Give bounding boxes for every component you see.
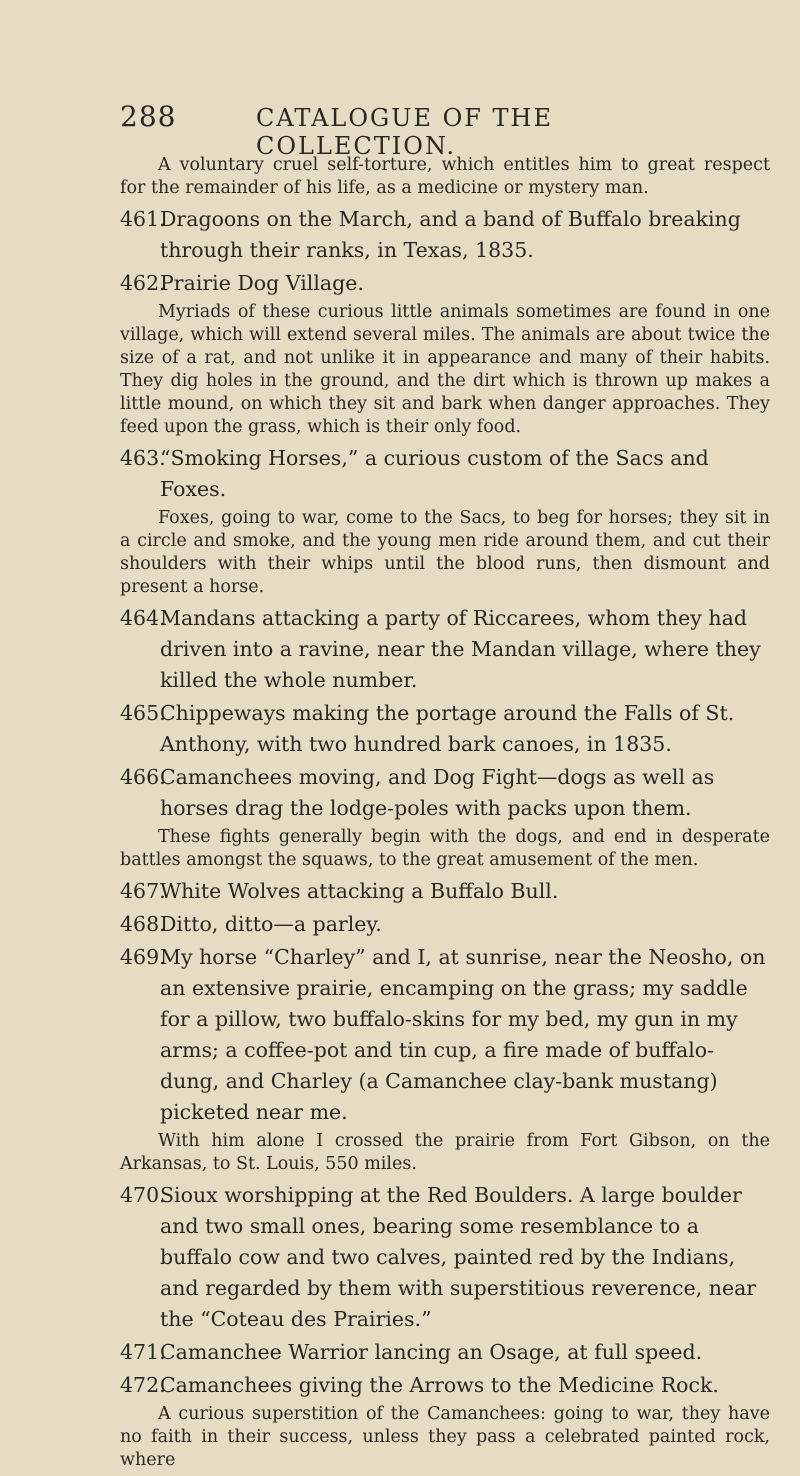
catalogue-entry [120, 204, 770, 266]
entry-title: “Smoking Horses,” a curious custom of the Sacs and Foxes. [160, 446, 709, 501]
entry-heading [120, 698, 770, 760]
entry-heading [120, 1180, 770, 1335]
entry-number: 468. [120, 912, 166, 936]
entry-description: With him alone I crossed the prairie from Fort Gibson, on the Arkansas, to St. Louis, 550 miles. [120, 1131, 770, 1174]
catalogue-text [120, 154, 770, 1476]
entry-heading [120, 443, 770, 505]
entry-number: 469. [120, 945, 166, 969]
entry-number: 462. [120, 271, 166, 295]
entry-description: Foxes, going to war, come to the Sacs, to beg for horses; they sit in a circle and smoke, and the young men ride around them, and cut their shoulders with their whips until the blood runs, then dismount and present a horse. [120, 508, 770, 597]
entry-title: Ditto, ditto—a parley. [160, 912, 382, 936]
entry-heading [120, 1337, 770, 1368]
entry-number: 470. [120, 1183, 166, 1207]
entry-number: 466. [120, 765, 166, 789]
page-header [120, 100, 760, 160]
entry-title: White Wolves attacking a Buffalo Bull. [160, 879, 559, 903]
lead-paragraph: A voluntary cruel self-torture, which entitles him to great respect for the remainder of his life, as a medicine or mystery man. [120, 155, 770, 198]
entry-heading [120, 1370, 770, 1401]
entry-title: My horse “Charley” and I, at sunrise, near the Neosho, on an extensive prairie, encamping on the grass; my saddle for a pillow, two buffalo-skins for my bed, my gun in my arms; a coffee-pot and tin cup, a fire made of buffalo-dung, and Charley (a Camanchee clay-bank mustang) picketed near me. [160, 945, 766, 1124]
entry-title: Camanchees giving the Arrows to the Medicine Rock. [160, 1373, 719, 1397]
entry-title: Prairie Dog Village. [160, 271, 364, 295]
entry-heading [120, 762, 770, 824]
entry-title: Sioux worshipping at the Red Boulders. A large boulder and two small ones, bearing some resemblance to a buffalo cow and two calves, painted red by the Indians, and regarded by them with superstitious reverence, near the “Coteau des Prairies.” [160, 1183, 757, 1331]
entry-number: 471. [120, 1340, 166, 1364]
entry-number: 464. [120, 606, 166, 630]
catalogue-entry [120, 762, 770, 872]
entry-number: 472. [120, 1373, 166, 1397]
catalogue-entry [120, 698, 770, 760]
running-title: CATALOGUE OF THE COLLECTION. [256, 104, 553, 160]
entry-heading [120, 909, 770, 940]
catalogue-entry [120, 876, 770, 907]
catalogue-entry [120, 603, 770, 696]
entry-heading [120, 876, 770, 907]
entry-description: A curious superstition of the Camanchees: going to war, they have no faith in their success, unless they pass a celebrated painted rock, where [120, 1404, 770, 1470]
entry-heading [120, 603, 770, 696]
page-number: 288 [120, 100, 177, 133]
catalogue-entry [120, 1370, 770, 1472]
catalogue-entry [120, 942, 770, 1176]
entry-description: Myriads of these curious little animals sometimes are found in one village, which will extend several miles. The animals are about twice the size of a rat, and not unlike it in appearance and many of their habits. They dig holes in the ground, and the dirt which is thrown up makes a little mound, on which they sit and bark when danger approaches. They feed upon the grass, which is their only food. [120, 302, 770, 437]
entry-number: 463. [120, 446, 166, 470]
entry-number: 465. [120, 701, 166, 725]
catalogue-entry [120, 1180, 770, 1335]
entry-title: Chippeways making the portage around the Falls of St. Anthony, with two hundred bark canoes, in 1835. [160, 701, 735, 756]
entry-heading [120, 204, 770, 266]
entry-list [120, 204, 770, 1472]
entry-number: 467. [120, 879, 166, 903]
entry-title: Camanchees moving, and Dog Fight—dogs as well as horses drag the lodge-poles with packs upon them. [160, 765, 715, 820]
catalogue-entry [120, 1337, 770, 1368]
entry-heading [120, 268, 770, 299]
entry-description: These fights generally begin with the dogs, and end in desperate battles amongst the squaws, to the great amusement of the men. [120, 827, 770, 870]
catalogue-entry [120, 268, 770, 439]
entry-heading [120, 942, 770, 1128]
catalogue-entry [120, 909, 770, 940]
catalogue-entry [120, 443, 770, 599]
entry-number: 461. [120, 207, 166, 231]
entry-title: Mandans attacking a party of Riccarees, whom they had driven into a ravine, near the Mandan village, where they killed the whole number. [160, 606, 761, 692]
entry-title: Camanchee Warrior lancing an Osage, at full speed. [160, 1340, 703, 1364]
entry-title: Dragoons on the March, and a band of Buffalo breaking through their ranks, in Texas, 1835. [160, 207, 741, 262]
